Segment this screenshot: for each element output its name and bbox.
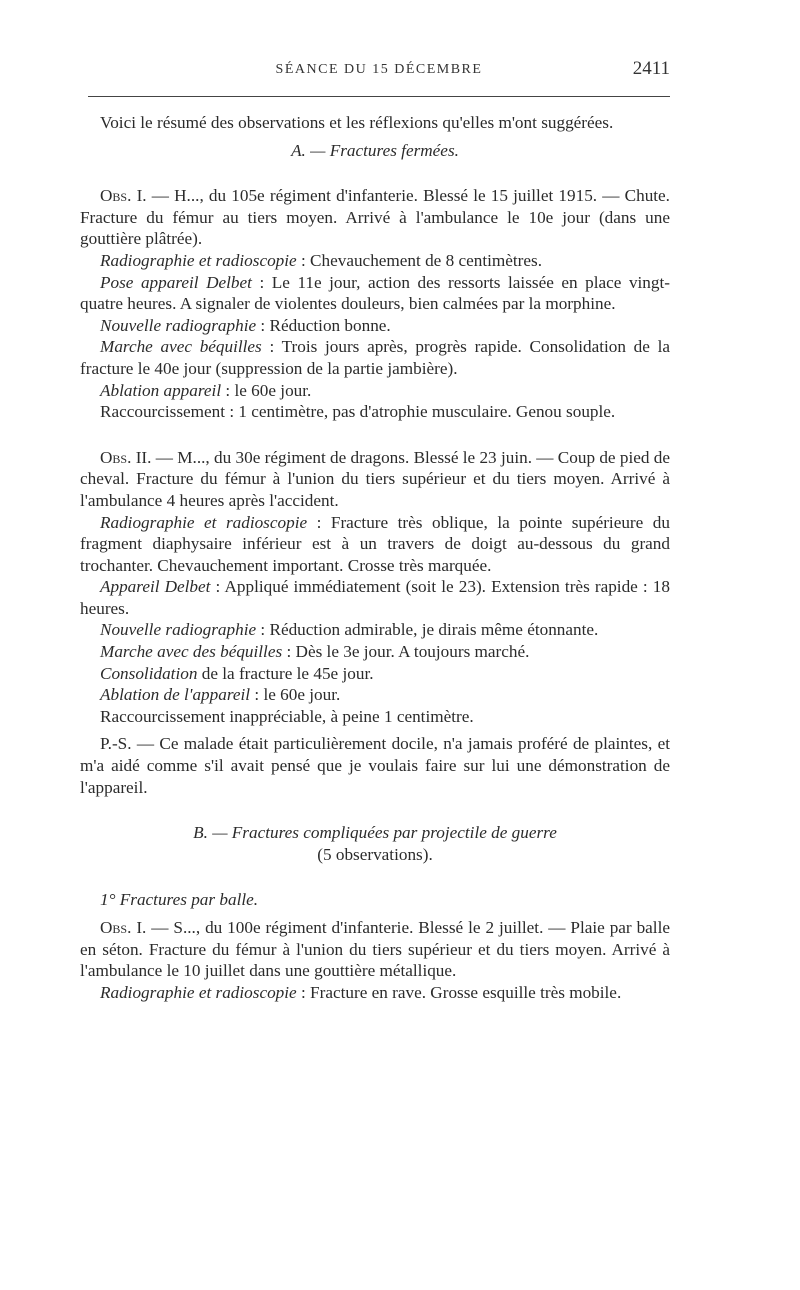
obs2-item [80,684,670,706]
section-a-title: A. — Fractures fermées. [291,140,459,160]
obs3-label: Obs. I. [100,918,147,937]
obs1-item [80,272,670,315]
obs2-item-text: : Fracture très oblique, la pointe supérieure du fragment diaphysaire inférieur est à un travers de doigt au-dessous du grand trochanter. Chevauchement important. Crosse très marquée. [80,512,670,575]
obs2-text: — M..., du 30e régiment de dragons. Blessé le 23 juin. — Coup de pied de cheval. Fracture du fémur à l'union du tiers supérieur et du tiers moyen. Arrivé à l'ambulance 4 heures après l'accident. [80,447,670,510]
obs3-item-label: Radiographie et radioscopie [100,982,297,1002]
section-b-subtitle: (5 observations). [317,844,433,864]
intro-paragraph: Voici le résumé des observations et les réflexions qu'elles m'ont suggérées. [100,113,614,132]
obs2-item-label: Radiographie et radioscopie [100,512,308,532]
obs2-item [80,641,670,663]
obs3-item-text: : Fracture en rave. Grosse esquille très mobile. [296,982,622,1002]
obs1-item-text: : Réduction bonne. [256,315,391,335]
obs3-item [80,982,670,1004]
obs3-paragraph [80,917,670,982]
subsection-title: 1° Fractures par balle. [100,890,259,910]
obs1-text: — H..., du 105e régiment d'infanterie. Blessé le 15 juillet 1915. — Chute. Fracture du fémur au tiers moyen. Arrivé à l'ambulance le 10e jour (dans une gouttière plâtrée). [80,186,670,249]
obs1-item-label: Nouvelle radiographie [100,315,257,335]
obs2-item [80,512,670,577]
obs2-paragraph [80,447,670,512]
obs1-item-label: Marche avec béquilles [100,337,262,357]
obs2-item-text: : le 60e jour. [250,685,341,705]
obs2-item [80,576,670,619]
obs2-label: Obs. II. [100,447,152,467]
obs2-item-text: : Dès le 3e jour. A toujours marché. [282,642,530,662]
obs2-item-label: Marche avec des béquilles [100,642,283,662]
page-header [88,58,670,88]
page-body [80,112,670,1003]
running-head: SÉANCE DU 15 DÉCEMBRE [275,62,483,77]
obs1-item-text: : Chevauchement de 8 centimètres. [296,250,542,270]
obs2-item-label: Consolidation [100,663,198,683]
obs1-item [80,315,670,337]
obs1-item-label: Pose appareil Delbet [100,272,252,292]
page-number: 2411 [632,58,670,79]
obs1-item-label: Radiographie et radioscopie [100,250,297,270]
obs2-item [80,619,670,641]
obs2-item-label: Ablation de l'appareil [100,685,251,705]
section-b-title: B. — Fractures compliquées par projectile de guerre [193,823,557,843]
obs2-item [80,663,670,685]
obs1-item [80,380,670,402]
obs2-item-label: Appareil Delbet [100,577,211,597]
obs2-item-text: de la fracture le 45e jour. [197,663,374,683]
obs2-item-text: Raccourcissement inappréciable, à peine 1 centimètre. [100,706,474,726]
obs1-item [80,401,670,423]
obs1-item-label: Ablation appareil [100,380,222,400]
obs1-item [80,336,670,379]
obs2-item-label: Nouvelle radiographie [100,620,257,640]
obs2-item-text: : Réduction admirable, je dirais même étonnante. [256,620,599,640]
obs2-item [80,706,670,728]
obs1-item [80,250,670,272]
obs1-label: Obs. I. [100,186,147,206]
obs3-text: — S..., du 100e régiment d'infanterie. Blessé le 2 juillet. — Plaie par balle en séton. Fracture du fémur à l'union du tiers supérieur et du tiers moyen. Arrivé à l'ambulance le 10 juillet dans une gouttière métallique. [80,918,670,981]
header-rule [88,96,670,97]
obs1-item-text: Raccourcissement : 1 centimètre, pas d'atrophie musculaire. Genou souple. [100,402,616,422]
obs1-item-text: : Le 11e jour, action des ressorts laissée en place vingt-quatre heures. A signaler de violentes douleurs, bien calmées par la morphine. [80,272,670,314]
postscript: P.-S. — Ce malade était particulièrement docile, n'a jamais proféré de plaintes, et m'a aidé comme s'il avait pensé que je voulais faire sur lui une démonstration de l'appareil. [80,734,670,797]
obs1-paragraph [80,185,670,250]
obs1-item-text: : Trois jours après, progrès rapide. Consolidation de la fracture le 40e jour (suppression de la partie jambière). [80,337,670,378]
obs2-item-text: : Appliqué immédiatement (soit le 23). Extension très rapide : 18 heures. [80,577,670,618]
obs1-item-text: : le 60e jour. [221,380,312,400]
